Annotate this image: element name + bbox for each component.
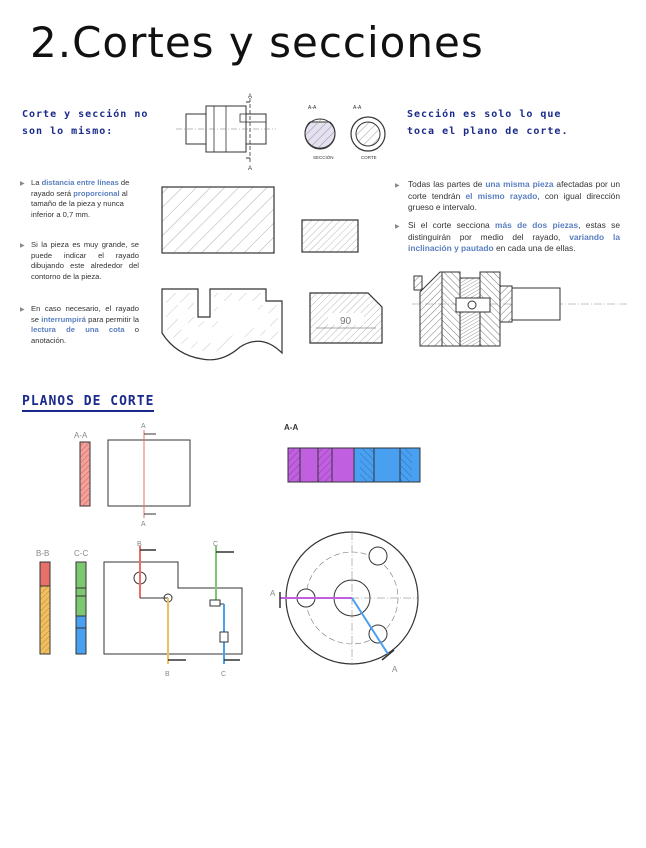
highlight-text: variando la inclinación y pautado bbox=[408, 231, 620, 253]
label-a-top: A bbox=[141, 423, 146, 430]
label-aa-corte: A-A bbox=[353, 105, 362, 111]
label-b-bottom: B bbox=[165, 671, 170, 678]
note-line: son lo mismo: bbox=[22, 126, 114, 137]
page-title: 2.Cortes y secciones bbox=[30, 18, 484, 67]
label-a-bottom: A bbox=[248, 166, 253, 170]
text-part: La bbox=[31, 178, 42, 187]
note-corte-seccion bbox=[22, 106, 148, 140]
note-line: Corte y sección no bbox=[22, 109, 149, 120]
text-part: al tamaño de la pieza y nunca inferior a 0,7 mm. bbox=[31, 188, 128, 219]
text-part: Si la pieza es muy grande, se puede indicar el rayado dibujando este alrededor del contorno de la pieza. bbox=[31, 240, 139, 281]
label-aa-bold: A-A bbox=[284, 423, 299, 432]
bullet-arrow-icon: ▶ bbox=[20, 243, 25, 249]
bullet-arrow-icon: ▶ bbox=[395, 224, 400, 230]
bullet-arrow-icon: ▶ bbox=[20, 181, 25, 187]
text-part: , con igual dirección grueso e intervalo. bbox=[408, 190, 620, 212]
label-a-left: A bbox=[270, 589, 276, 598]
dimension-90: 90 bbox=[340, 316, 352, 327]
text-part: afectadas por un corte tendrán bbox=[408, 179, 620, 201]
bullet-misma-pieza bbox=[395, 179, 620, 214]
highlight-text: una misma pieza bbox=[485, 179, 554, 189]
text-part: para permitir la bbox=[85, 314, 139, 324]
text-part: Todas las partes de bbox=[408, 179, 486, 189]
highlight-text: distancia entre líneas bbox=[41, 178, 119, 187]
plano-aa-colored bbox=[282, 418, 427, 488]
bullet-arrow-icon: ▶ bbox=[395, 183, 400, 189]
text-part: Si el corte secciona bbox=[408, 220, 496, 230]
label-corte: CORTE bbox=[361, 155, 377, 160]
text-part: en cada una de ellas. bbox=[493, 243, 576, 253]
hatching-examples bbox=[158, 183, 388, 363]
label-a-bottom: A bbox=[141, 521, 146, 528]
plano-aa-figure bbox=[72, 420, 202, 528]
assembly-section bbox=[412, 262, 632, 358]
label-seccion: SECCIÓN bbox=[313, 155, 334, 160]
highlight-text: lectura de una cota bbox=[31, 325, 125, 334]
label-c-top: C bbox=[213, 541, 219, 548]
bullet-dos-piezas bbox=[395, 220, 620, 255]
text-part: de rayado será bbox=[31, 178, 130, 198]
text-part: En caso necesario, el rayado se bbox=[31, 304, 139, 324]
bullet-arrow-icon: ▶ bbox=[20, 307, 25, 313]
note-line: toca el plano de corte. bbox=[407, 126, 569, 137]
bullet-interrumpir bbox=[20, 304, 139, 346]
note-seccion bbox=[407, 106, 568, 140]
text-part: , estas se distinguirán por medio del rayado, bbox=[408, 220, 620, 242]
text-part: o anotación. bbox=[31, 325, 139, 345]
highlight-text: más de dos piezas bbox=[495, 220, 579, 230]
shaft-figure bbox=[170, 92, 400, 170]
label-a-top: A bbox=[248, 94, 253, 100]
highlight-text: proporcional bbox=[73, 188, 120, 198]
bullet-distancia bbox=[20, 178, 139, 220]
label-cc: C-C bbox=[74, 549, 89, 558]
planos-title: PLANOS DE CORTE bbox=[22, 394, 154, 412]
label-aa: A-A bbox=[74, 431, 88, 440]
highlight-text: interrumpirá bbox=[41, 314, 86, 324]
label-b-top: B bbox=[137, 541, 142, 548]
bullet-pieza-grande bbox=[20, 240, 139, 282]
plano-bb-cc-figure bbox=[34, 538, 244, 678]
label-bb: B-B bbox=[36, 549, 50, 558]
label-c-bottom: C bbox=[221, 671, 227, 678]
plano-circular-figure bbox=[266, 522, 446, 678]
label-aa-seccion: A-A bbox=[308, 105, 317, 111]
highlight-text: el mismo rayado bbox=[465, 190, 538, 201]
note-line: Sección es solo lo que bbox=[407, 109, 562, 120]
label-a-right: A bbox=[392, 665, 398, 674]
